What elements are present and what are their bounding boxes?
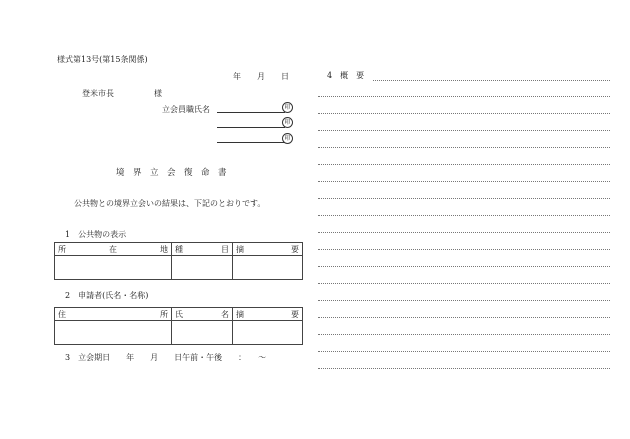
summary-line [373,80,610,81]
summary-line [318,215,610,216]
summary-line [318,232,610,233]
seal-mark-2: 印 [282,117,293,128]
witness-label: 立会員職氏名 [162,105,210,114]
summary-line [318,351,610,352]
summary-line [318,164,610,165]
note-cell [233,256,303,280]
applicant-table [54,307,303,345]
summary-line [318,181,610,182]
summary-line [318,198,610,199]
col-name: 氏 名 [172,308,233,321]
signature-line-2 [217,127,285,128]
section1-heading: 1 公共物の表示 [65,230,127,239]
summary-line [318,147,610,148]
address-cell [55,321,172,345]
seal-mark-1: 印 [282,102,293,113]
section4-heading: 4 概 要 [327,71,365,80]
col-location: 所 在 地 [55,243,172,256]
summary-line [318,317,610,318]
col-note: 摘 要 [233,243,303,256]
col-note: 摘 要 [233,308,303,321]
summary-line [318,266,610,267]
summary-line [318,334,610,335]
signature-line-3 [217,142,285,143]
public-property-table [54,242,303,280]
date-label: 年 月 日 [233,72,289,81]
type-cell [172,256,233,280]
section2-heading: 2 申請者(氏名・名称) [65,291,149,300]
signature-line-1 [217,112,285,113]
name-cell [172,321,233,345]
intro-text: 公共物との境界立会いの結果は、下記のとおりです。 [74,199,266,208]
summary-line [318,300,610,301]
summary-line [318,113,610,114]
summary-line [318,130,610,131]
document-title: 境 界 立 会 復 命 書 [116,168,227,178]
location-cell [55,256,172,280]
summary-line [318,96,610,97]
summary-line [318,283,610,284]
section3-meeting-date: 3 立会期日 年 月 日午前・午後 ： 〜 [65,353,267,362]
form-number: 様式第13号(第15条関係) [57,55,148,64]
note-cell [233,321,303,345]
col-address: 住 所 [55,308,172,321]
seal-mark-3: 印 [282,133,293,144]
summary-line [318,368,610,369]
addressee: 登米市長 様 [82,89,162,98]
summary-line [318,249,610,250]
col-type: 種 目 [172,243,233,256]
